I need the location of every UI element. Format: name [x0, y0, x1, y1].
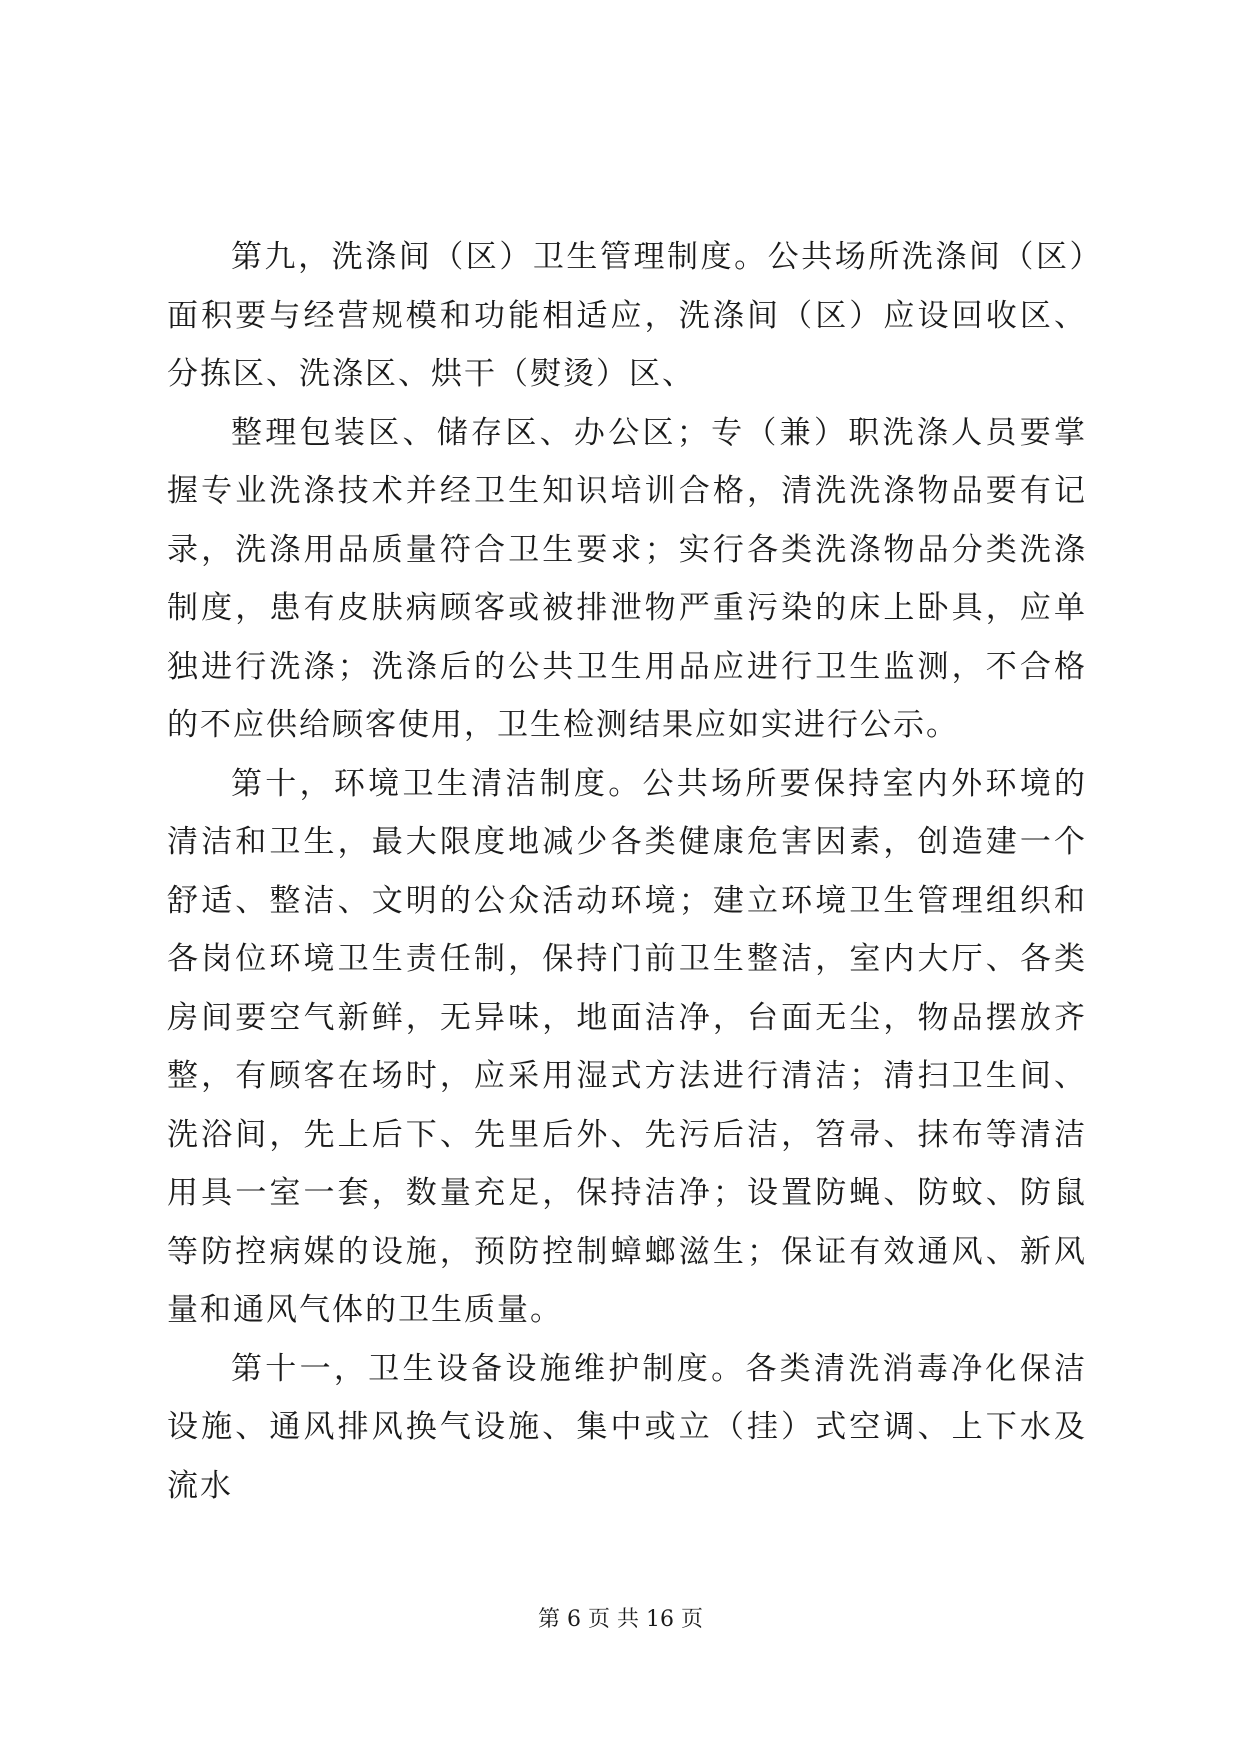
paragraph-laundry-continued: 整理包装区、储存区、办公区；专（兼）职洗涤人员要掌握专业洗涤技术并经卫生知识培训合格，清洗洗涤物品要有记录，洗涤用品质量符合卫生要求；实行各类洗涤物品分类洗涤制度，患有皮肤病顾客或被排泄物严重污染的床上卧具，应单独进行洗涤；洗涤后的公共卫生用品应进行卫生监测，不合格的不应供给顾客使用，卫生检测结果应如实进行公示。 [167, 414, 1087, 743]
paragraph-eleventh-equipment: 第十一，卫生设备设施维护制度。各类清洗消毒净化保洁设施、通风排风换气设施、集中或立（挂）式空调、上下水及流水 [167, 1350, 1087, 1504]
paragraph-tenth-environment: 第十，环境卫生清洁制度。公共场所要保持室内外环境的清洁和卫生，最大限度地减少各类健康危害因素，创造建一个舒适、整洁、文明的公众活动环境；建立环境卫生管理组织和各岗位环境卫生责任制，保持门前卫生整洁，室内大厅、各类房间要空气新鲜，无异味，地面洁净，台面无尘，物品摆放齐整，有顾客在场时，应采用湿式方法进行清洁；清扫卫生间、洗浴间，先上后下、先里后外、先污后洁，笤帚、抹布等清洁用具一室一套，数量充足，保持洁净；设置防蝇、防蚊、防鼠等防控病媒的设施，预防控制蟑螂滋生；保证有效通风、新风量和通风气体的卫生质量。 [167, 765, 1087, 1328]
body-text [167, 228, 1087, 1515]
paragraph-ninth-laundry: 第九，洗涤间（区）卫生管理制度。公共场所洗涤间（区）面积要与经营规模和功能相适应，洗涤间（区）应设回收区、分拣区、洗涤区、烘干（熨烫）区、 [167, 239, 1087, 392]
page-number-footer: 第 6 页 共 16 页 [538, 1607, 703, 1632]
